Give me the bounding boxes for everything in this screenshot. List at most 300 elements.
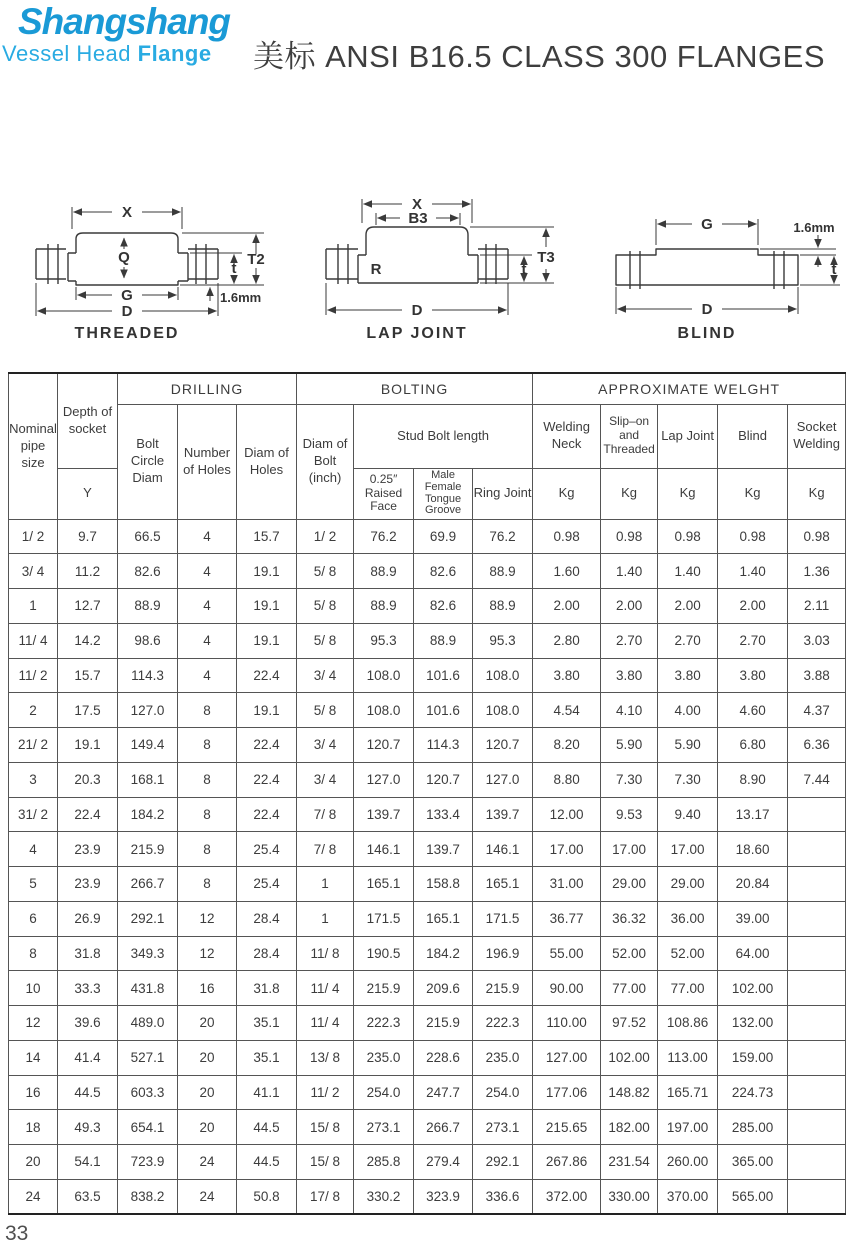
table-cell (788, 832, 846, 867)
table-cell: 4 (178, 589, 237, 624)
table-row (9, 1040, 846, 1075)
table-cell: 1.60 (533, 554, 601, 589)
table-cell: 66.5 (118, 519, 178, 554)
col-header-num-holes: Number of Holes (178, 404, 237, 519)
table-cell: 102.00 (601, 1040, 658, 1075)
table-cell: 2.11 (788, 589, 846, 624)
table-cell: 22.4 (58, 797, 118, 832)
table-cell: 431.8 (118, 971, 178, 1006)
table-cell: 1.40 (658, 554, 718, 589)
table-cell: 108.0 (473, 658, 533, 693)
table-cell: 209.6 (414, 971, 473, 1006)
table-cell: 88.9 (354, 554, 414, 589)
blind-diagram (616, 216, 840, 342)
col-header-lap-joint: Lap Joint (658, 404, 718, 468)
col-header-slip-on: Slip–on and Threaded (601, 404, 658, 468)
table-cell: 370.00 (658, 1179, 718, 1214)
flange-spec-table (8, 372, 846, 1215)
table-row (9, 519, 846, 554)
unit-kg: Kg (718, 468, 788, 519)
table-cell: 8 (9, 936, 58, 971)
table-cell: 36.32 (601, 901, 658, 936)
table-row (9, 1179, 846, 1214)
table-cell: 77.00 (601, 971, 658, 1006)
dim-q-label: Q (118, 249, 130, 266)
table-row (9, 693, 846, 728)
table-cell: 2.00 (533, 589, 601, 624)
table-cell: 6.80 (718, 728, 788, 763)
header-row-sub (9, 404, 846, 468)
table-cell (788, 971, 846, 1006)
table-cell: 4.54 (533, 693, 601, 728)
table-cell: 120.7 (354, 728, 414, 763)
table-cell: 33.3 (58, 971, 118, 1006)
table-cell: 77.00 (658, 971, 718, 1006)
table-cell: 8 (178, 693, 237, 728)
col-header-welding-neck: Welding Neck (533, 404, 601, 468)
table-cell: 1.40 (601, 554, 658, 589)
table-cell: 76.2 (473, 519, 533, 554)
table-cell: 22.4 (237, 658, 297, 693)
dim-d-label: D (121, 303, 133, 320)
table-cell: 82.6 (118, 554, 178, 589)
col-header-diam-bolt: Diam of Bolt (inch) (297, 404, 354, 519)
table-cell: 149.4 (118, 728, 178, 763)
table-cell: 165.1 (414, 901, 473, 936)
spec-table-body (9, 519, 846, 1214)
table-cell: 365.00 (718, 1145, 788, 1180)
table-cell: 55.00 (533, 936, 601, 971)
table-cell: 2.70 (718, 623, 788, 658)
table-cell: 247.7 (414, 1075, 473, 1110)
table-cell: 11/ 2 (297, 1075, 354, 1110)
table-cell: 54.1 (58, 1145, 118, 1180)
table-cell (788, 797, 846, 832)
table-cell (788, 1145, 846, 1180)
table-cell: 13/ 8 (297, 1040, 354, 1075)
col-header-raised-face: 0.25″ Raised Face (354, 468, 414, 519)
table-cell: 165.71 (658, 1075, 718, 1110)
table-cell: 1.36 (788, 554, 846, 589)
table-cell: 64.00 (718, 936, 788, 971)
table-cell: 44.5 (237, 1110, 297, 1145)
table-cell: 16 (9, 1075, 58, 1110)
table-cell: 2.70 (601, 623, 658, 658)
table-cell: 14.2 (58, 623, 118, 658)
table-cell: 5/ 8 (297, 554, 354, 589)
table-cell: 184.2 (118, 797, 178, 832)
table-cell: 3.80 (533, 658, 601, 693)
table-cell: 11.2 (58, 554, 118, 589)
table-cell: 28.4 (237, 901, 297, 936)
table-row (9, 1145, 846, 1180)
dim-t2-label: T2 (247, 251, 265, 268)
table-cell: 110.00 (533, 1006, 601, 1041)
table-cell: 31.8 (237, 971, 297, 1006)
lap-joint-caption: LAP JOINT (366, 325, 468, 342)
table-cell: 292.1 (473, 1145, 533, 1180)
table-cell: 222.3 (354, 1006, 414, 1041)
table-cell: 35.1 (237, 1006, 297, 1041)
table-cell: 7.30 (601, 762, 658, 797)
table-cell: 16 (178, 971, 237, 1006)
table-cell: 35.1 (237, 1040, 297, 1075)
table-cell: 11/ 4 (297, 971, 354, 1006)
table-cell: 24 (178, 1145, 237, 1180)
page-number: 33 (5, 1222, 29, 1245)
table-row (9, 797, 846, 832)
table-cell: 132.00 (718, 1006, 788, 1041)
table-cell: 182.00 (601, 1110, 658, 1145)
table-cell: 1.40 (718, 554, 788, 589)
dim-t-label: t (521, 261, 527, 278)
table-cell: 8.20 (533, 728, 601, 763)
col-header-diam-holes: Diam of Holes (237, 404, 297, 519)
table-cell: 279.4 (414, 1145, 473, 1180)
table-cell: 29.00 (658, 867, 718, 902)
table-row (9, 623, 846, 658)
table-cell: 165.1 (354, 867, 414, 902)
col-header-male-female: Male Female Tongue Groove (414, 468, 473, 519)
table-cell: 108.0 (473, 693, 533, 728)
table-cell: 17.00 (601, 832, 658, 867)
table-cell: 12.7 (58, 589, 118, 624)
table-cell: 196.9 (473, 936, 533, 971)
table-cell: 215.9 (354, 971, 414, 1006)
table-cell: 19.1 (237, 554, 297, 589)
table-cell: 15.7 (237, 519, 297, 554)
table-cell: 19.1 (237, 623, 297, 658)
table-cell: 1/ 2 (9, 519, 58, 554)
raised-face-label: 1.6mm (793, 220, 835, 235)
table-cell: 15/ 8 (297, 1145, 354, 1180)
table-cell: 8 (178, 832, 237, 867)
table-cell: 3.03 (788, 623, 846, 658)
blind-caption: BLIND (677, 325, 737, 342)
table-cell: 4 (9, 832, 58, 867)
table-cell: 11/ 4 (9, 623, 58, 658)
table-cell: 31/ 2 (9, 797, 58, 832)
table-cell: 11/ 8 (297, 936, 354, 971)
table-cell: 8 (178, 762, 237, 797)
table-cell: 146.1 (354, 832, 414, 867)
table-cell: 723.9 (118, 1145, 178, 1180)
table-cell: 14 (9, 1040, 58, 1075)
table-cell: 139.7 (414, 832, 473, 867)
table-cell: 3/ 4 (297, 762, 354, 797)
table-cell: 489.0 (118, 1006, 178, 1041)
table-cell: 6.36 (788, 728, 846, 763)
header-row-groups (9, 373, 846, 404)
table-cell: 63.5 (58, 1179, 118, 1214)
table-cell (788, 867, 846, 902)
table-cell: 22.4 (237, 762, 297, 797)
table-cell: 139.7 (473, 797, 533, 832)
table-cell: 323.9 (414, 1179, 473, 1214)
table-cell: 17.5 (58, 693, 118, 728)
table-cell: 41.4 (58, 1040, 118, 1075)
table-cell: 273.1 (354, 1110, 414, 1145)
dim-t-label: t (231, 260, 237, 277)
table-row (9, 1110, 846, 1145)
group-header-drilling: DRILLING (118, 373, 297, 404)
table-cell: 21/ 2 (9, 728, 58, 763)
table-cell: 3 (9, 762, 58, 797)
table-cell: 31.8 (58, 936, 118, 971)
dim-t3-label: T3 (537, 249, 555, 266)
table-cell: 4 (178, 519, 237, 554)
table-cell: 254.0 (354, 1075, 414, 1110)
table-cell: 146.1 (473, 832, 533, 867)
table-cell: 2.00 (601, 589, 658, 624)
table-cell: 224.73 (718, 1075, 788, 1110)
table-cell: 1 (297, 901, 354, 936)
table-cell: 88.9 (473, 554, 533, 589)
table-cell: 101.6 (414, 693, 473, 728)
table-cell: 168.1 (118, 762, 178, 797)
table-cell: 19.1 (237, 589, 297, 624)
table-cell: 12.00 (533, 797, 601, 832)
table-cell: 90.00 (533, 971, 601, 1006)
table-cell: 44.5 (237, 1145, 297, 1180)
table-cell: 12 (178, 901, 237, 936)
table-cell: 127.0 (354, 762, 414, 797)
unit-kg: Kg (533, 468, 601, 519)
table-cell: 17.00 (658, 832, 718, 867)
unit-kg: Kg (658, 468, 718, 519)
lap-joint-diagram (326, 196, 555, 342)
table-row (9, 762, 846, 797)
table-cell: 19.1 (58, 728, 118, 763)
group-header-bolting: BOLTING (297, 373, 533, 404)
dim-x-label: X (121, 204, 133, 221)
table-cell: 2.00 (718, 589, 788, 624)
table-cell: 139.7 (354, 797, 414, 832)
table-cell: 120.7 (414, 762, 473, 797)
table-cell: 69.9 (414, 519, 473, 554)
table-cell: 18.60 (718, 832, 788, 867)
table-cell: 15.7 (58, 658, 118, 693)
dim-t-label: t (831, 261, 837, 278)
table-cell: 114.3 (414, 728, 473, 763)
table-cell: 97.52 (601, 1006, 658, 1041)
table-cell: 4 (178, 623, 237, 658)
table-cell: 267.86 (533, 1145, 601, 1180)
table-cell: 20 (178, 1075, 237, 1110)
table-cell: 527.1 (118, 1040, 178, 1075)
unit-kg: Kg (601, 468, 658, 519)
table-cell: 190.5 (354, 936, 414, 971)
table-cell: 88.9 (473, 589, 533, 624)
table-cell: 4 (178, 554, 237, 589)
table-cell (788, 1075, 846, 1110)
table-cell: 13.17 (718, 797, 788, 832)
table-cell: 108.0 (354, 693, 414, 728)
table-cell: 235.0 (473, 1040, 533, 1075)
col-header-ring-joint: Ring Joint (473, 468, 533, 519)
table-cell: 23.9 (58, 832, 118, 867)
raised-face-label: 1.6mm (220, 290, 262, 305)
table-cell: 215.9 (414, 1006, 473, 1041)
table-cell: 285.8 (354, 1145, 414, 1180)
table-cell: 20.84 (718, 867, 788, 902)
table-cell: 88.9 (414, 623, 473, 658)
brand-logo (2, 3, 230, 66)
dim-g-label: G (701, 216, 713, 233)
brand-name: Shangshang (18, 1, 231, 42)
table-cell: 88.9 (354, 589, 414, 624)
table-cell: 285.00 (718, 1110, 788, 1145)
table-cell: 12 (9, 1006, 58, 1041)
table-cell: 49.3 (58, 1110, 118, 1145)
table-cell: 23.9 (58, 867, 118, 902)
table-cell: 133.4 (414, 797, 473, 832)
table-cell: 231.54 (601, 1145, 658, 1180)
table-cell: 4.10 (601, 693, 658, 728)
table-row (9, 971, 846, 1006)
table-cell: 330.2 (354, 1179, 414, 1214)
table-cell: 22.4 (237, 728, 297, 763)
table-cell: 2.80 (533, 623, 601, 658)
table-cell: 5/ 8 (297, 623, 354, 658)
table-cell (788, 1006, 846, 1041)
table-cell: 266.7 (414, 1110, 473, 1145)
table-cell (788, 901, 846, 936)
table-cell: 7/ 8 (297, 797, 354, 832)
table-row (9, 554, 846, 589)
table-cell: 2.70 (658, 623, 718, 658)
table-cell: 108.86 (658, 1006, 718, 1041)
table-cell: 9.7 (58, 519, 118, 554)
dim-d-label: D (701, 301, 713, 318)
table-cell: 82.6 (414, 554, 473, 589)
table-cell: 838.2 (118, 1179, 178, 1214)
table-cell: 127.0 (118, 693, 178, 728)
col-header-stud-bolt: Stud Bolt length (354, 404, 533, 468)
table-cell: 50.8 (237, 1179, 297, 1214)
table-cell: 120.7 (473, 728, 533, 763)
table-row (9, 867, 846, 902)
table-cell (788, 936, 846, 971)
table-cell: 98.6 (118, 623, 178, 658)
table-cell: 4.00 (658, 693, 718, 728)
table-cell: 11/ 4 (297, 1006, 354, 1041)
table-cell: 3.80 (718, 658, 788, 693)
dim-x-label: X (411, 196, 423, 213)
brand-tagline (2, 42, 230, 66)
table-cell: 108.0 (354, 658, 414, 693)
unit-kg: Kg (788, 468, 846, 519)
table-cell: 36.00 (658, 901, 718, 936)
col-header-nominal: Nominal pipe size (9, 373, 58, 519)
table-cell: 565.00 (718, 1179, 788, 1214)
table-cell: 76.2 (354, 519, 414, 554)
table-cell: 8 (178, 867, 237, 902)
table-cell: 10 (9, 971, 58, 1006)
table-cell: 165.1 (473, 867, 533, 902)
page-title: 美标 ANSI B16.5 CLASS 300 FLANGES (252, 39, 826, 74)
table-cell: 20 (9, 1145, 58, 1180)
table-cell: 25.4 (237, 867, 297, 902)
table-cell: 8.80 (533, 762, 601, 797)
table-cell: 1 (9, 589, 58, 624)
table-cell: 114.3 (118, 658, 178, 693)
threaded-caption: THREADED (74, 325, 180, 342)
table-cell (788, 1179, 846, 1214)
table-cell: 266.7 (118, 867, 178, 902)
table-cell: 6 (9, 901, 58, 936)
table-cell: 39.00 (718, 901, 788, 936)
table-cell: 39.6 (58, 1006, 118, 1041)
table-cell: 372.00 (533, 1179, 601, 1214)
table-cell (788, 1040, 846, 1075)
table-cell: 2 (9, 693, 58, 728)
table-cell: 171.5 (473, 901, 533, 936)
dim-r-label: R (370, 261, 382, 278)
table-cell: 101.6 (414, 658, 473, 693)
table-cell: 159.00 (718, 1040, 788, 1075)
group-header-weight: APPROXIMATE WELGHT (533, 373, 846, 404)
table-cell: 17/ 8 (297, 1179, 354, 1214)
table-cell: 15/ 8 (297, 1110, 354, 1145)
table-cell: 292.1 (118, 901, 178, 936)
table-cell: 5 (9, 867, 58, 902)
table-cell: 7.44 (788, 762, 846, 797)
table-cell: 3/ 4 (9, 554, 58, 589)
table-cell: 8 (178, 728, 237, 763)
dim-d-label: D (411, 302, 423, 319)
table-cell: 52.00 (658, 936, 718, 971)
table-cell: 0.98 (533, 519, 601, 554)
table-cell: 235.0 (354, 1040, 414, 1075)
table-cell: 95.3 (354, 623, 414, 658)
table-cell: 1/ 2 (297, 519, 354, 554)
table-row (9, 728, 846, 763)
table-cell: 4 (178, 658, 237, 693)
table-cell: 11/ 2 (9, 658, 58, 693)
table-cell: 31.00 (533, 867, 601, 902)
table-cell: 113.00 (658, 1040, 718, 1075)
table-cell: 3/ 4 (297, 728, 354, 763)
table-cell: 3/ 4 (297, 658, 354, 693)
table-cell: 5/ 8 (297, 589, 354, 624)
table-cell: 3.80 (658, 658, 718, 693)
table-row (9, 589, 846, 624)
table-cell: 82.6 (414, 589, 473, 624)
col-header-y: Y (58, 468, 118, 519)
table-cell: 9.40 (658, 797, 718, 832)
table-cell: 0.98 (788, 519, 846, 554)
table-cell: 222.3 (473, 1006, 533, 1041)
table-cell: 4.60 (718, 693, 788, 728)
col-header-blind: Blind (718, 404, 788, 468)
table-cell: 273.1 (473, 1110, 533, 1145)
table-cell: 102.00 (718, 971, 788, 1006)
table-cell: 3.80 (601, 658, 658, 693)
table-row (9, 1075, 846, 1110)
table-cell: 5.90 (601, 728, 658, 763)
table-cell: 215.65 (533, 1110, 601, 1145)
table-cell (788, 1110, 846, 1145)
table-cell: 2.00 (658, 589, 718, 624)
table-cell: 336.6 (473, 1179, 533, 1214)
table-cell: 654.1 (118, 1110, 178, 1145)
table-cell: 215.9 (118, 832, 178, 867)
table-cell: 28.4 (237, 936, 297, 971)
table-cell: 24 (178, 1179, 237, 1214)
table-cell: 127.00 (533, 1040, 601, 1075)
table-cell: 12 (178, 936, 237, 971)
